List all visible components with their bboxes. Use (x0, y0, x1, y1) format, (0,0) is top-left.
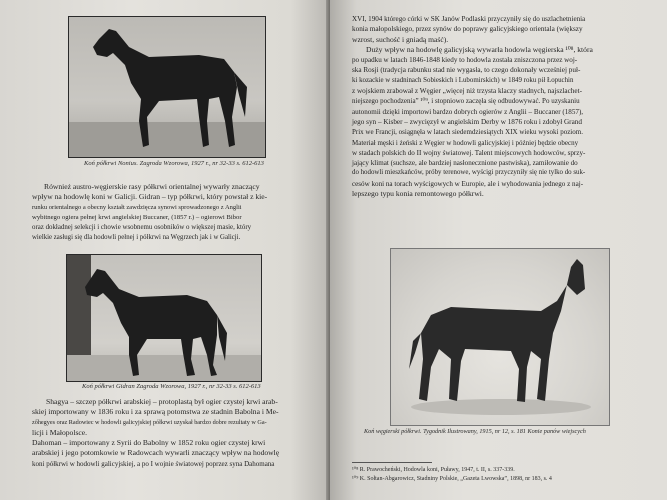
text-line: z wojskiem zrabował z Węgier „więcej niż trzysta klaczy stadnych, najszlachet- (352, 87, 582, 96)
text-line: arabskiej i jego potomkowie w Radowcach wywarli znaczący wpływ na hodowlę (32, 448, 280, 458)
text-line: wzrost, suchość i gniadą maść). (352, 34, 449, 44)
text-line: Duży wpływ na hodowlę galicyjską wywarła hodowla węgierska ¹⁰⁸, która (366, 44, 593, 54)
left-paragraph-1 (32, 182, 314, 244)
horse-illustration-2 (67, 255, 261, 381)
footnote-109: ¹⁰⁹ K. Sołtan-Abgarowicz, Stadniny Polskie, „Gazeta Lwowska”, 1898, nr 183, s. 4 (352, 476, 552, 482)
text-line: Dahoman – importowany z Syrii do Babolny w 1852 roku ogier czystej krwi (32, 438, 266, 448)
photo-nonius-horse (68, 16, 266, 158)
text-line: jego syn – Kisber – zwycięzył w angielskim Derby w 1876 roku i zdobył Grand (352, 117, 582, 126)
photo-gidran-horse (66, 254, 262, 382)
horse-illustration-3 (391, 249, 609, 425)
text-line: wielkie zasługi się dla hodowli pełnej i półkrwi na Węgrzech jak i w Galicji. (32, 234, 241, 242)
text-line: wpływ na hodowlę koni w Galicji. Gidran – typ półkrwi, który powstał z kie- (32, 192, 268, 202)
right-paragraph-1 (352, 14, 652, 199)
text-line: runku orientalnego a obecny kształt zawdzięcza synowi sprowadzonego z Anglii (32, 203, 242, 211)
caption-gidran: Koń półkrwi Gidran Zagroda Wzorowa, 1927 r., nr 32-33 s. 612-613 (82, 383, 261, 390)
text-line: Shagya – szczep półkrwi arabskiej – protoplastą był ogier czystej krwi arab- (46, 397, 278, 406)
text-line: autonomii dzięki importowi bardzo dobrych ogierów z Anglii – Buccaner (1857), (352, 107, 584, 116)
footnote-rule (352, 462, 432, 463)
text-line: wybitnego ogiera pełnej krwi angielskiej Buccaner, (1857 r.) – ogierowi Bibor (32, 213, 242, 221)
text-line: cesów koni na torach wyścigowych w Europie, ale i wyhodowania jednego z naj- (352, 179, 584, 188)
text-line: po upadku w latach 1846-1848 kiedy to hodowla została zniszczona przez woj- (352, 56, 578, 65)
text-line: licji i Małopolsce. (32, 427, 88, 437)
text-line: ska Rosji (tradycja rabunku stad nie wygasła, to czego dokonały wcześniej puł- (352, 66, 581, 75)
horse-illustration-1 (69, 17, 265, 157)
text-line: zőhegyes oraz Radowiec w hodowli galicyjskiej półkrwi uzyskał bardzo dobre rezultaty w Ga- (32, 418, 267, 426)
text-line: ki kozackie w stadninach Sobieskich i Lubomirskich) w 1849 roku pił Łopuchin (352, 76, 574, 84)
text-line: w stadach polskich do II wojny światowej. Talent miejscowych hodowców, sprzy- (352, 148, 586, 157)
text-line: jający klimat (suchsze, ale bardziej nasłonecznione pastwiska), zamiłowanie do (352, 159, 578, 168)
text-line: Również austro-węgierskie rasy półkrwi orientalnej wywarły znaczący (44, 182, 260, 191)
left-page (0, 0, 330, 500)
text-line: konia małopolskiego, przez synów do poprawy galicyjskiego orientala (większy (352, 25, 583, 34)
caption-hungarian: Koń węgierski półkrwi. Tygodnik Ilustrowany, 1915, nr 12, s. 181 Konie panów wiejscych (364, 428, 586, 435)
text-line: skiej importowany w 1836 roku i za sprawą potomstwa ze stadnin Babolna i Me- (32, 407, 279, 417)
text-line: XVI, 1904 którego córki w SK Janów Podlaski przyczyniły się do uszlachetnienia (352, 15, 586, 23)
text-line: niejszego pochodzenia” ¹⁰⁹, i stopniowo zaczęła się odbudowywać. Po uzyskaniu (352, 97, 580, 106)
footnote-108: ¹⁰⁸ R. Prawocheński, Hodowla koni, Puławy, 1947, t. II, s. 337-339. (352, 467, 515, 473)
text-line: koni półkrwi w hodowli galicyjskiej, a po I wojnie światowej poprzez syna Dahomana (32, 459, 275, 468)
text-line: Materiał męski i żeński z Węgier w hodowli galicyjskiej i później będzie obecny (352, 138, 579, 147)
right-page (330, 0, 667, 500)
text-line: do hodowli mieszkańców, próby terenowe, wyścigi przyczyniły się nie tylko do suk- (352, 169, 586, 177)
photo-hungarian-horse (390, 248, 610, 426)
text-line: oraz dokładnej selekcji i chowie wsobnemu osobników o większej masie, który (32, 224, 252, 232)
text-line: lepszego typu konia remontowego półkrwi. (352, 189, 484, 199)
left-paragraph-2 (32, 397, 314, 469)
footnotes (352, 466, 652, 484)
text-line: Prix we Francji, osiągnęła w latach siedemdziesiątych XIX wieku wysoki poziom. (352, 128, 583, 137)
caption-nonius: Koń półkrwi Nonius. Zagroda Wzorowa, 1927 r., nr 32-33 s. 612-613 (84, 160, 264, 167)
